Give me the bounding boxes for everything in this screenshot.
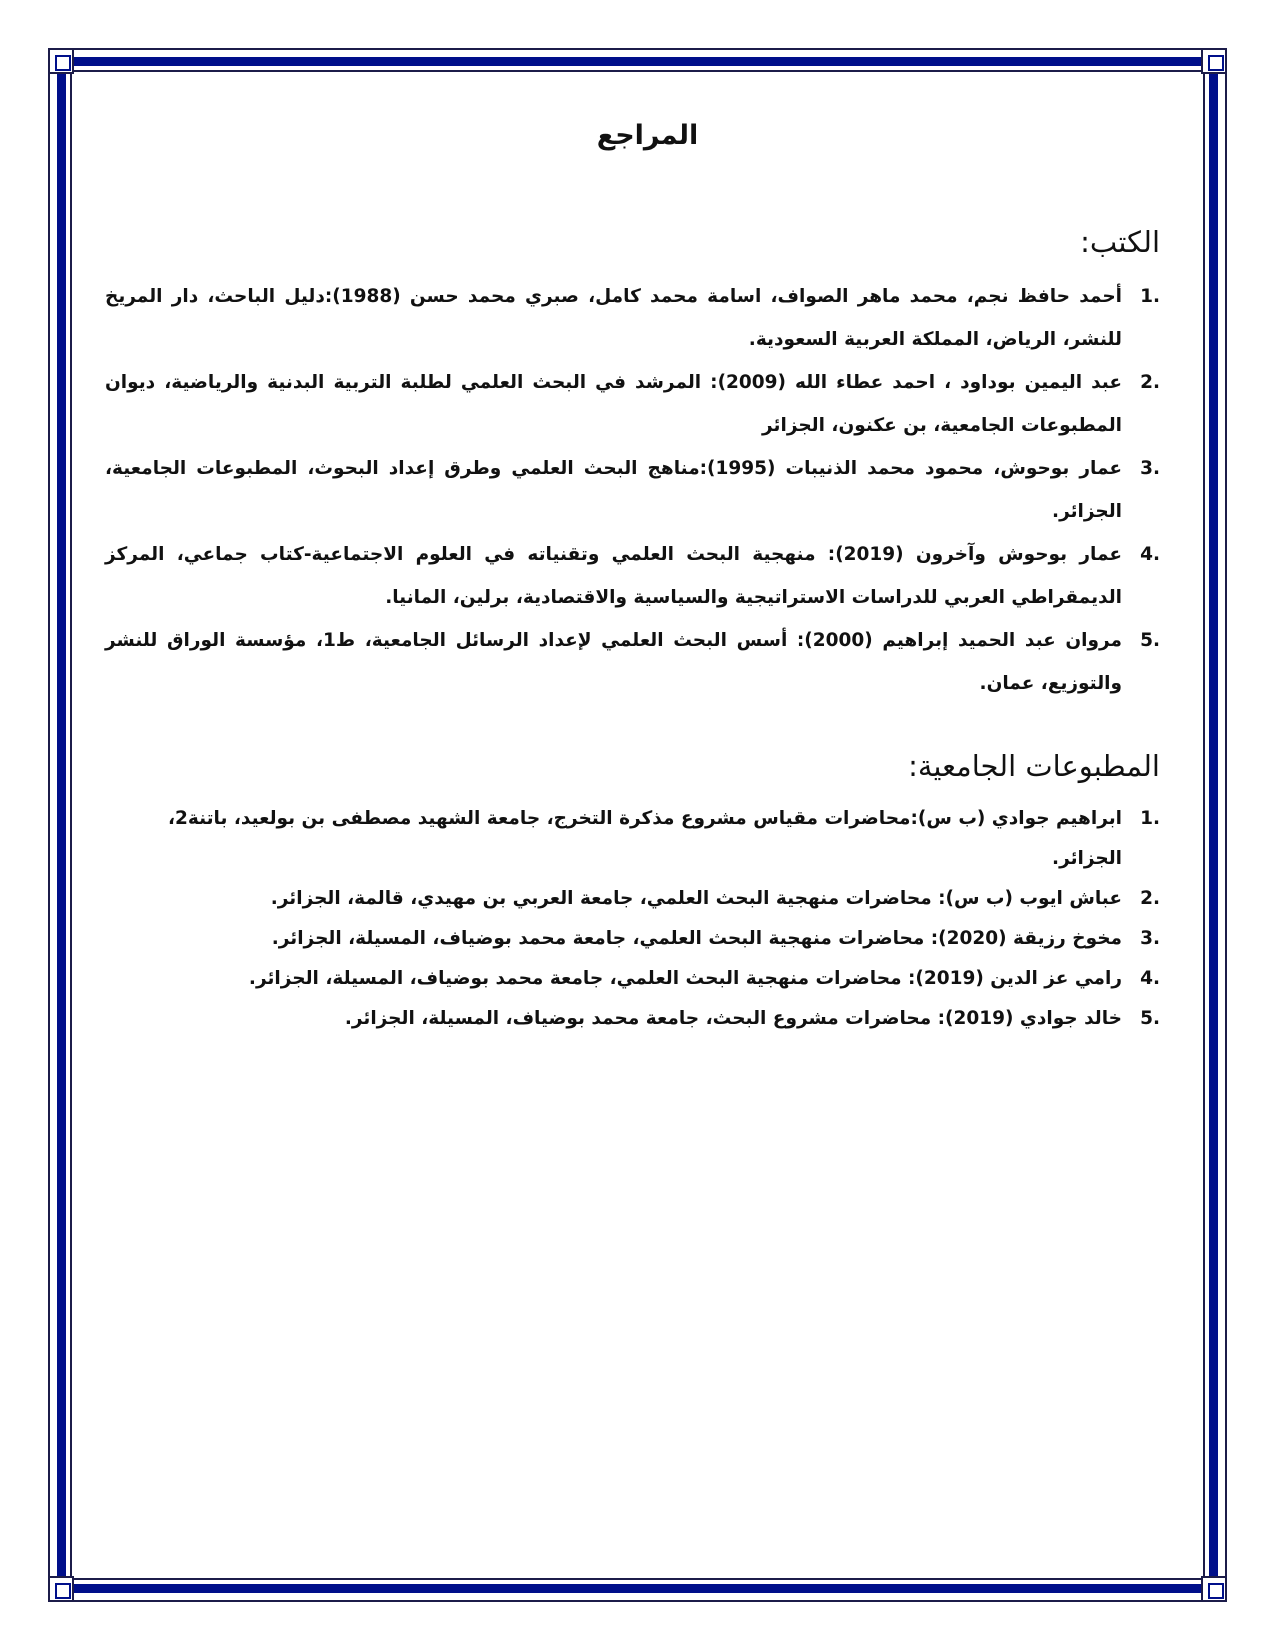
reference-item: [105, 361, 1160, 447]
section-heading-books: الكتب:: [1080, 225, 1160, 259]
reference-number: 4.: [1140, 968, 1160, 989]
reference-item: [105, 533, 1160, 619]
reference-text: عمار بوحوش وآخرون (2019): منهجية البحث العلمي وتقنياته في العلوم الاجتماعية-كتاب جماعي، المركز الديمقراطي العربي للدراسات الاستراتيجية والسياسية والاقتصادية، برلين، المانيا.: [105, 544, 1122, 608]
reference-text: مروان عبد الحميد إبراهيم (2000): أسس البحث العلمي لإعداد الرسائل الجامعية، ط1، مؤسسة الوراق للنشر والتوزيع، عمان.: [105, 630, 1122, 694]
reference-text: عباش ايوب (ب س): محاضرات منهجية البحث العلمي، جامعة العربي بن مهيدي، قالمة، الجزائر.: [270, 888, 1122, 909]
reference-item: [105, 447, 1160, 533]
reference-number: 2.: [1140, 372, 1160, 393]
section-heading-university-publications: المطبوعات الجامعية:: [908, 749, 1160, 783]
reference-number: 1.: [1140, 286, 1160, 307]
reference-number: 1.: [1140, 808, 1160, 829]
reference-item: [105, 999, 1160, 1039]
reference-number: 4.: [1140, 544, 1160, 565]
reference-list-university-publications: [105, 799, 1160, 1039]
document-body: [105, 110, 1160, 1039]
reference-text: مخوخ رزيقة (2020): محاضرات منهجية البحث العلمي، جامعة محمد بوضياف، المسيلة، الجزائر.: [271, 928, 1122, 949]
reference-item: [105, 799, 1160, 879]
reference-number: 2.: [1140, 888, 1160, 909]
reference-item: [105, 919, 1160, 959]
reference-item: [105, 275, 1160, 361]
page-title: المراجع: [596, 120, 699, 151]
reference-item: [105, 879, 1160, 919]
reference-number: 3.: [1140, 928, 1160, 949]
reference-text: عبد اليمين بوداود ، احمد عطاء الله (2009): المرشد في البحث العلمي لطلبة التربية البدنية والرياضية، ديوان المطبوعات الجامعية، بن عكنون، الجزائر: [105, 372, 1122, 436]
reference-text: عمار بوحوش، محمود محمد الذنيبات (1995):مناهج البحث العلمي وطرق إعداد البحوث، المطبوعات الجامعية، الجزائر.: [105, 458, 1122, 522]
reference-text: ابراهيم جوادي (ب س):محاضرات مقياس مشروع مذكرة التخرج، جامعة الشهيد مصطفى بن بولعيد، باتنة2، الجزائر.: [167, 808, 1122, 869]
reference-number: 5.: [1140, 1008, 1160, 1029]
reference-item: [105, 619, 1160, 705]
corner-ornament-top-left: [48, 48, 74, 74]
reference-number: 5.: [1140, 630, 1160, 651]
reference-text: أحمد حافظ نجم، محمد ماهر الصواف، اسامة محمد كامل، صبري محمد حسن (1988):دليل الباحث، دار المريخ للنشر، الرياض، المملكة العربية السعودية.: [105, 286, 1122, 350]
reference-text: خالد جوادي (2019): محاضرات مشروع البحث، جامعة محمد بوضياف، المسيلة، الجزائر.: [344, 1008, 1122, 1029]
corner-ornament-bottom-right: [1201, 1576, 1227, 1602]
reference-item: [105, 959, 1160, 999]
reference-list-books: [105, 275, 1160, 705]
corner-ornament-top-right: [1201, 48, 1227, 74]
corner-ornament-bottom-left: [48, 1576, 74, 1602]
reference-number: 3.: [1140, 458, 1160, 479]
reference-text: رامي عز الدين (2019): محاضرات منهجية البحث العلمي، جامعة محمد بوضياف، المسيلة، الجزائر.: [248, 968, 1122, 989]
